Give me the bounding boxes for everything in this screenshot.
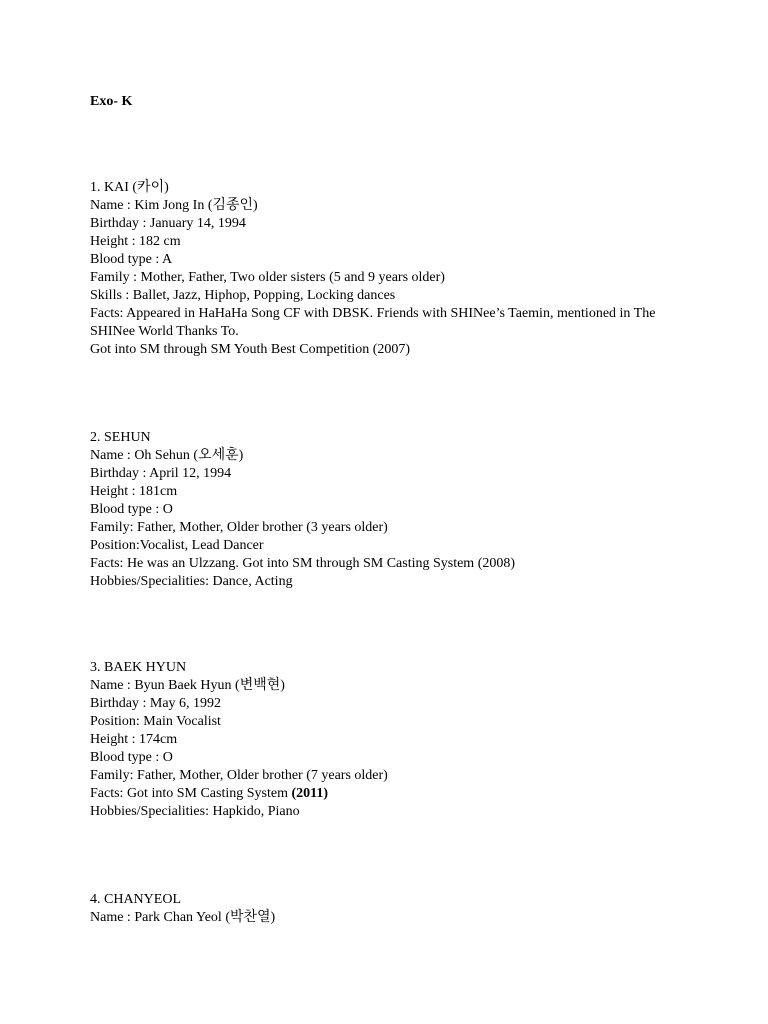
member-heading: 4. CHANYEOL <box>90 892 181 907</box>
member-facts-text: Facts: Got into SM Casting System <box>90 786 292 801</box>
member-height: Height : 174cm <box>90 732 178 747</box>
member-section-baekhyun <box>90 659 690 821</box>
member-heading: 3. BAEK HYUN <box>90 660 187 675</box>
member-facts: Facts: Appeared in HaHaHa Song CF with DBSK. Friends with SHINee’s Taemin, mentioned in The SHINee World Thanks To. <box>90 306 656 339</box>
member-name: Name : Oh Sehun (오세훈) <box>90 448 244 463</box>
member-section-sehun <box>90 429 690 591</box>
member-birthday: Birthday : January 14, 1994 <box>90 216 246 231</box>
member-got-into: Got into SM through SM Youth Best Competition (2007) <box>90 342 411 357</box>
member-birthday: Birthday : April 12, 1994 <box>90 466 232 481</box>
member-section-kai <box>90 179 690 359</box>
member-name: Name : Kim Jong In (김종인) <box>90 198 258 213</box>
member-hobbies: Hobbies/Specialities: Hapkido, Piano <box>90 804 300 819</box>
member-blood-type: Blood type : O <box>90 502 173 517</box>
member-name: Name : Byun Baek Hyun (변백현) <box>90 678 285 693</box>
member-family: Family: Father, Mother, Older brother (7 years older) <box>90 768 388 783</box>
member-position: Position: Main Vocalist <box>90 714 221 729</box>
member-hobbies: Hobbies/Specialities: Dance, Acting <box>90 574 293 589</box>
member-facts-year: (2011) <box>291 786 329 801</box>
member-position: Position:Vocalist, Lead Dancer <box>90 538 264 553</box>
member-section-chanyeol <box>90 891 690 927</box>
document-title: Exo- K <box>90 94 133 109</box>
member-heading: 2. SEHUN <box>90 430 151 445</box>
member-height: Height : 181cm <box>90 484 178 499</box>
member-heading: 1. KAI (카이) <box>90 180 169 195</box>
member-facts <box>90 785 690 803</box>
member-family: Family : Mother, Father, Two older sisters (5 and 9 years older) <box>90 270 445 285</box>
member-family: Family: Father, Mother, Older brother (3 years older) <box>90 520 388 535</box>
member-skills: Skills : Ballet, Jazz, Hiphop, Popping, Locking dances <box>90 288 396 303</box>
member-blood-type: Blood type : O <box>90 750 173 765</box>
member-facts: Facts: He was an Ulzzang. Got into SM through SM Casting System (2008) <box>90 556 516 571</box>
member-height: Height : 182 cm <box>90 234 181 249</box>
member-blood-type: Blood type : A <box>90 252 173 267</box>
member-birthday: Birthday : May 6, 1992 <box>90 696 222 711</box>
member-name: Name : Park Chan Yeol (박찬열) <box>90 910 276 925</box>
